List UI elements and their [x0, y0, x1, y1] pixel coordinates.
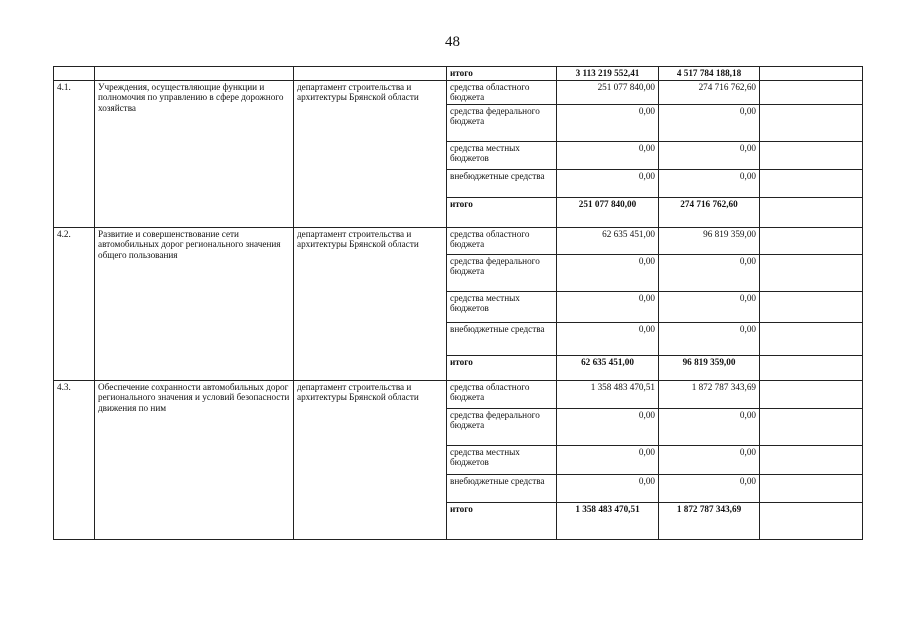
cell-empty — [760, 291, 863, 322]
cell-empty — [54, 67, 95, 81]
value-2025: 0,00 — [659, 322, 760, 355]
total-label: итого — [447, 197, 557, 227]
cell-empty — [760, 67, 863, 81]
cell-empty — [760, 445, 863, 474]
value-2025: 0,00 — [659, 141, 760, 169]
value-2025: 96 819 359,00 — [659, 227, 760, 254]
value-2025: 0,00 — [659, 104, 760, 141]
item-executor: департамент строительства и архитектуры Брянской области — [294, 80, 447, 227]
total-label: итого — [447, 67, 557, 81]
value-2024: 0,00 — [557, 254, 659, 291]
total-value-2024: 62 635 451,00 — [557, 355, 659, 380]
cell-empty — [760, 169, 863, 197]
funding-source: средства местных бюджетов — [447, 291, 557, 322]
total-value-2025: 1 872 787 343,69 — [659, 502, 760, 539]
item-name: Учреждения, осуществляющие функции и полномочия по управлению в сфере дорожного хозяйства — [95, 80, 294, 227]
funding-source: средства местных бюджетов — [447, 141, 557, 169]
cell-empty — [760, 502, 863, 539]
total-value-2025: 96 819 359,00 — [659, 355, 760, 380]
total-value-2025: 274 716 762,60 — [659, 197, 760, 227]
total-label: итого — [447, 502, 557, 539]
funding-source: внебюджетные средства — [447, 169, 557, 197]
funding-source: средства федерального бюджета — [447, 254, 557, 291]
cell-empty — [760, 355, 863, 380]
value-2024: 0,00 — [557, 445, 659, 474]
value-2024: 0,00 — [557, 291, 659, 322]
total-value-2024: 3 113 219 552,41 — [557, 67, 659, 81]
funding-source: внебюджетные средства — [447, 322, 557, 355]
funding-source: средства областного бюджета — [447, 380, 557, 408]
value-2025: 0,00 — [659, 169, 760, 197]
value-2024: 0,00 — [557, 322, 659, 355]
item-name: Обеспечение сохранности автомобильных дорог регионального значения и условий безопасности движения по ним — [95, 380, 294, 539]
page-number: 48 — [445, 34, 460, 50]
item-name: Развитие и совершенствование сети автомобильных дорог регионального значения общего пользования — [95, 227, 294, 380]
cell-empty — [760, 80, 863, 104]
value-2024: 1 358 483 470,51 — [557, 380, 659, 408]
cell-empty — [760, 474, 863, 502]
table-row — [54, 380, 863, 408]
funding-source: средства областного бюджета — [447, 227, 557, 254]
value-2025: 0,00 — [659, 254, 760, 291]
cell-empty — [760, 227, 863, 254]
value-2025: 0,00 — [659, 445, 760, 474]
cell-empty — [760, 380, 863, 408]
table-row-top-total — [54, 67, 863, 81]
value-2024: 62 635 451,00 — [557, 227, 659, 254]
cell-empty — [760, 104, 863, 141]
budget-table — [53, 66, 863, 540]
cell-empty — [760, 254, 863, 291]
funding-source: средства федерального бюджета — [447, 408, 557, 445]
item-executor: департамент строительства и архитектуры Брянской области — [294, 380, 447, 539]
item-code: 4.3. — [54, 380, 95, 539]
cell-empty — [760, 408, 863, 445]
cell-empty — [760, 197, 863, 227]
table-row — [54, 227, 863, 254]
cell-empty — [760, 322, 863, 355]
funding-source: средства местных бюджетов — [447, 445, 557, 474]
value-2025: 274 716 762,60 — [659, 80, 760, 104]
funding-source: средства областного бюджета — [447, 80, 557, 104]
value-2025: 0,00 — [659, 291, 760, 322]
value-2024: 0,00 — [557, 474, 659, 502]
value-2024: 0,00 — [557, 141, 659, 169]
value-2024: 0,00 — [557, 169, 659, 197]
total-label: итого — [447, 355, 557, 380]
total-value-2024: 251 077 840,00 — [557, 197, 659, 227]
total-value-2024: 1 358 483 470,51 — [557, 502, 659, 539]
total-value-2025: 4 517 784 188,18 — [659, 67, 760, 81]
value-2025: 1 872 787 343,69 — [659, 380, 760, 408]
funding-source: средства федерального бюджета — [447, 104, 557, 141]
value-2024: 0,00 — [557, 408, 659, 445]
cell-empty — [95, 67, 294, 81]
cell-empty — [294, 67, 447, 81]
cell-empty — [760, 141, 863, 169]
value-2024: 251 077 840,00 — [557, 80, 659, 104]
item-code: 4.2. — [54, 227, 95, 380]
item-executor: департамент строительства и архитектуры Брянской области — [294, 227, 447, 380]
value-2025: 0,00 — [659, 408, 760, 445]
value-2025: 0,00 — [659, 474, 760, 502]
item-code: 4.1. — [54, 80, 95, 227]
funding-source: внебюджетные средства — [447, 474, 557, 502]
table-row — [54, 80, 863, 104]
value-2024: 0,00 — [557, 104, 659, 141]
